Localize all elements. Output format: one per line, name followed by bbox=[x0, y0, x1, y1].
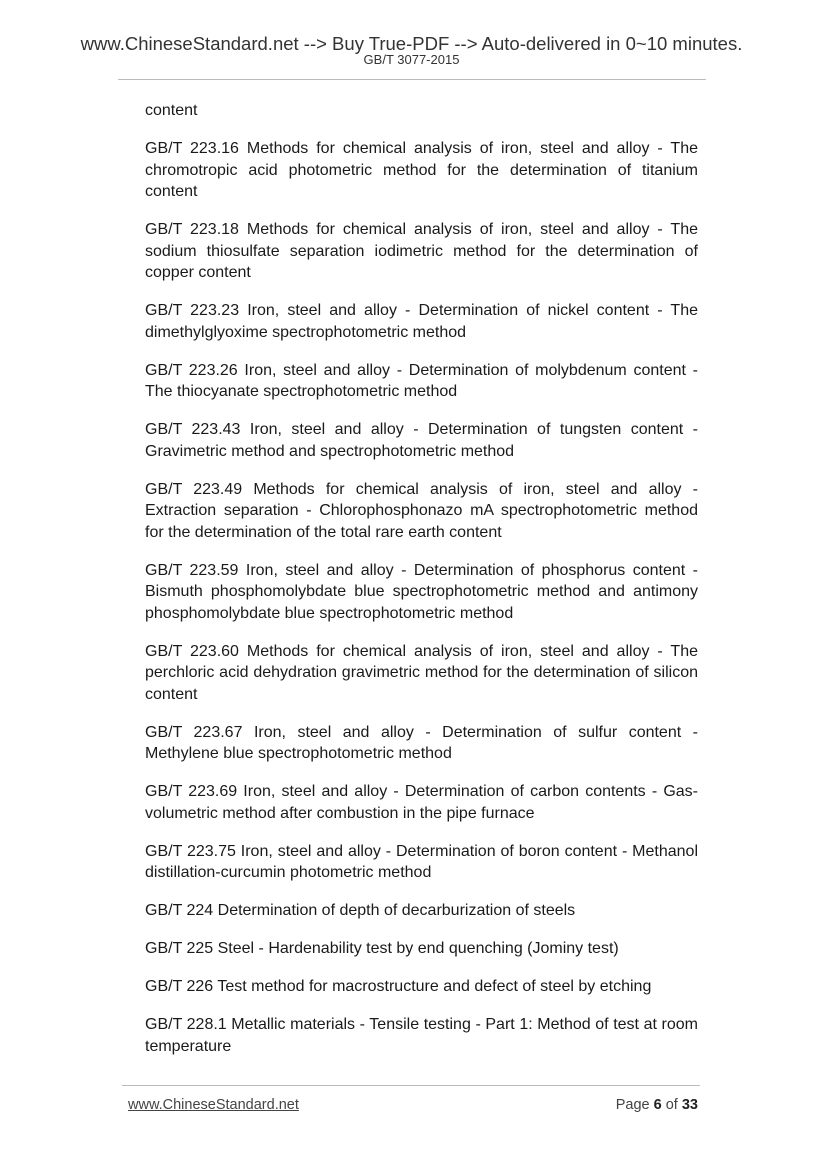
footer-link[interactable]: www.ChineseStandard.net bbox=[128, 1097, 299, 1113]
page-of: of bbox=[665, 1097, 678, 1113]
paragraph: GB/T 223.60 Methods for chemical analysis of iron, steel and alloy - The perchloric acid dehydration gravimetric method for the determination of silicon content bbox=[145, 642, 698, 703]
paragraph: GB/T 228.1 Metallic materials - Tensile testing - Part 1: Method of test at room temperature bbox=[145, 1016, 698, 1055]
paragraph: GB/T 225 Steel - Hardenability test by end quenching (Jominy test) bbox=[145, 940, 619, 957]
page-prefix: Page bbox=[615, 1097, 650, 1113]
header-divider bbox=[118, 79, 706, 80]
paragraph: GB/T 224 Determination of depth of decarburization of steels bbox=[145, 902, 576, 919]
paragraph: GB/T 226 Test method for macrostructure and defect of steel by etching bbox=[145, 978, 652, 995]
paragraph: GB/T 223.26 Iron, steel and alloy - Determination of molybdenum content - The thiocyanate spectrophotometric method bbox=[145, 361, 698, 400]
paragraph: GB/T 223.43 Iron, steel and alloy - Determination of tungsten content - Gravimetric method and spectrophotometric method bbox=[145, 421, 698, 460]
paragraph: GB/T 223.75 Iron, steel and alloy - Determination of boron content - Methanol distillation-curcumin photometric method bbox=[145, 842, 698, 881]
page-number bbox=[616, 1097, 698, 1113]
paragraph: GB/T 223.67 Iron, steel and alloy - Determination of sulfur content - Methylene blue spectrophotometric method bbox=[145, 723, 698, 762]
current-page: 6 bbox=[653, 1097, 662, 1113]
paragraph: content bbox=[145, 102, 198, 119]
footer-divider bbox=[122, 1085, 700, 1086]
paragraph: GB/T 223.16 Methods for chemical analysis of iron, steel and alloy - The chromotropic acid photometric method for the determination of titanium content bbox=[145, 140, 698, 200]
paragraph: GB/T 223.59 Iron, steel and alloy - Determination of phosphorus content - Bismuth phosphomolybdate blue spectrophotometric method and antimony phosphomolybdate blue spectrophotometric method bbox=[145, 561, 698, 622]
paragraph: GB/T 223.18 Methods for chemical analysis of iron, steel and alloy - The sodium thiosulfate separation iodimetric method for the determination of copper content bbox=[145, 221, 698, 281]
paragraph: GB/T 223.69 Iron, steel and alloy - Determination of carbon contents - Gas-volumetric method after combustion in the pipe furnace bbox=[145, 783, 698, 822]
paragraph: GB/T 223.49 Methods for chemical analysis of iron, steel and alloy - Extraction separation - Chlorophosphonazo mA spectrophotometric method for the determination of the total rare earth content bbox=[145, 480, 698, 541]
standard-number: GB/T 3077-2015 bbox=[363, 52, 460, 67]
document-body bbox=[145, 100, 698, 1074]
paragraph: GB/T 223.23 Iron, steel and alloy - Determination of nickel content - The dimethylglyoxime spectrophotometric method bbox=[145, 302, 698, 341]
total-pages: 33 bbox=[681, 1097, 698, 1113]
header-banner: www.ChineseStandard.net --> Buy True-PDF --> Auto-delivered in 0~10 minutes. bbox=[80, 33, 743, 54]
